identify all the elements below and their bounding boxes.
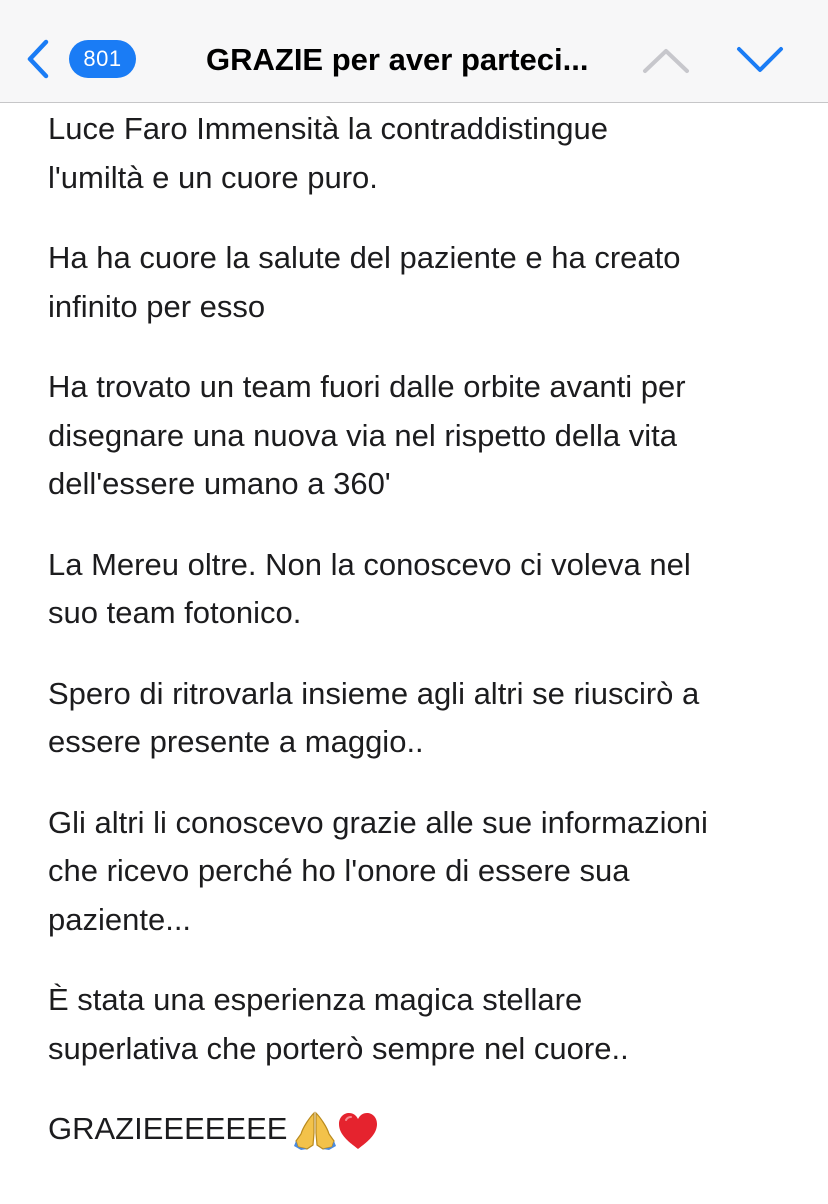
red-heart-icon (337, 1111, 379, 1151)
body-paragraph: Luce Faro Immensità la contraddistingue l'umiltà e un cuore puro. (48, 111, 609, 195)
navigation-bar (0, 0, 828, 103)
emoji-group (293, 1111, 379, 1160)
body-paragraph: Gli altri li conoscevo grazie alle sue informazioni che ricevo perché ho l'onore di essere sua paziente... (48, 804, 708, 937)
body-paragraph: Spero di ritrovarla insieme agli altri se riuscirò a essere presente a maggio.. (48, 675, 700, 759)
body-paragraph: È stata una esperienza magica stellare superlativa che porterò sempre nel cuore.. (48, 982, 629, 1066)
body-paragraph: Ha trovato un team fuori dalle orbite avanti per disegnare una nuova via nel rispetto della vita dell'essere umano a 360' (48, 369, 686, 501)
email-subject-title: GRAZIE per aver parteci... (206, 42, 589, 77)
previous-message-button[interactable] (640, 40, 692, 80)
chevron-down-icon (734, 40, 786, 80)
unread-count-badge[interactable]: 801 (69, 40, 136, 78)
body-paragraph: Ha ha cuore la salute del paziente e ha creato infinito per esso (48, 240, 681, 324)
chevron-left-icon (25, 38, 51, 80)
closing-text: GRAZIEEEEEEE (48, 1111, 288, 1146)
back-button[interactable] (18, 34, 58, 84)
body-paragraph: La Mereu oltre. Non la conoscevo ci voleva nel suo team fotonico. (48, 546, 691, 630)
folded-hands-icon (293, 1111, 337, 1151)
next-message-button[interactable] (734, 40, 786, 80)
chevron-up-icon (640, 40, 692, 80)
email-body (48, 105, 818, 1160)
closing-line (48, 1105, 818, 1160)
